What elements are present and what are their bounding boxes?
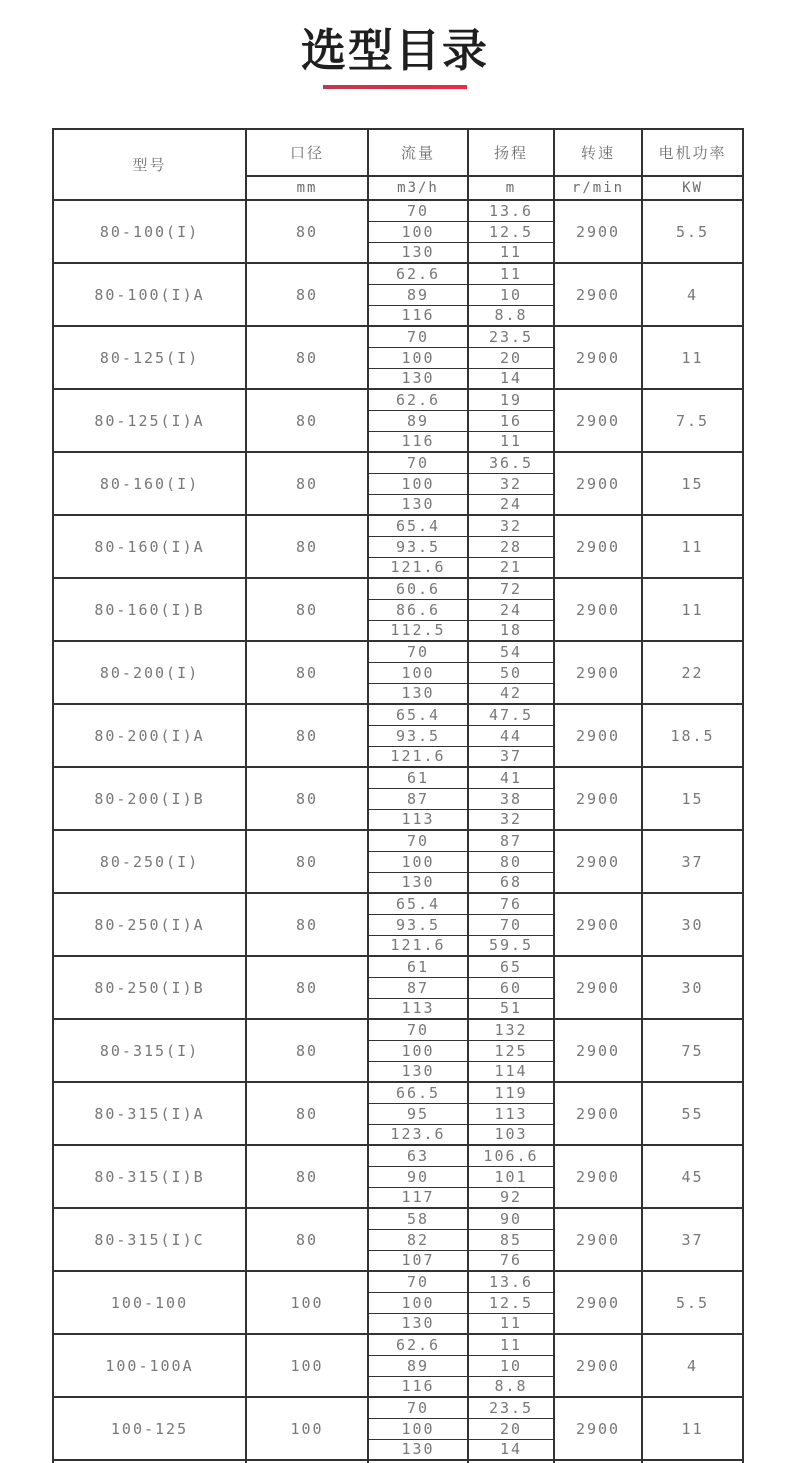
head-cell: 8.8 [468, 1376, 554, 1397]
diameter-cell: 80 [246, 1208, 368, 1271]
col-unit-diameter: mm [246, 176, 368, 200]
head-cell: 76 [468, 893, 554, 914]
head-cell: 87 [468, 830, 554, 851]
head-cell: 41 [468, 767, 554, 788]
power-cell: 7.5 [642, 389, 743, 452]
power-cell: 11 [642, 1397, 743, 1460]
flow-cell: 90 [368, 1166, 468, 1187]
flow-cell: 70 [368, 1019, 468, 1040]
flow-cell: 121.6 [368, 746, 468, 767]
head-cell: 12.5 [468, 221, 554, 242]
speed-cell: 2900 [554, 326, 642, 389]
diameter-cell: 80 [246, 641, 368, 704]
head-cell: 50 [468, 662, 554, 683]
model-cell: 80-250(I) [53, 830, 246, 893]
flow-cell: 107 [368, 1250, 468, 1271]
speed-cell: 2900 [554, 1271, 642, 1334]
diameter-cell: 80 [246, 767, 368, 830]
flow-cell: 116 [368, 431, 468, 452]
col-unit-power: KW [642, 176, 743, 200]
flow-cell: 100 [368, 851, 468, 872]
head-cell: 44 [468, 725, 554, 746]
head-cell: 90 [468, 1208, 554, 1229]
speed-cell: 2900 [554, 200, 642, 263]
head-cell: 113 [468, 1103, 554, 1124]
head-cell: 10 [468, 284, 554, 305]
head-cell: 65 [468, 956, 554, 977]
speed-cell: 2900 [554, 389, 642, 452]
model-cell: 80-200(I) [53, 641, 246, 704]
power-cell: 30 [642, 893, 743, 956]
speed-cell: 2900 [554, 515, 642, 578]
flow-cell: 130 [368, 1061, 468, 1082]
power-cell: 11 [642, 326, 743, 389]
speed-cell: 2900 [554, 452, 642, 515]
diameter-cell: 80 [246, 452, 368, 515]
head-cell: 32 [468, 809, 554, 830]
col-header-speed: 转速 [554, 129, 642, 176]
flow-cell: 65.4 [368, 515, 468, 536]
head-cell: 32 [468, 473, 554, 494]
table-row [53, 641, 743, 662]
diameter-cell: 100 [246, 1397, 368, 1460]
head-cell: 119 [468, 1082, 554, 1103]
speed-cell: 2900 [554, 704, 642, 767]
diameter-cell: 80 [246, 578, 368, 641]
model-cell: 80-100(I) [53, 200, 246, 263]
table-row [53, 1019, 743, 1040]
table-row [53, 578, 743, 599]
head-cell: 80 [468, 851, 554, 872]
power-cell: 75 [642, 1019, 743, 1082]
power-cell: 4 [642, 263, 743, 326]
flow-cell: 70 [368, 326, 468, 347]
head-cell: 54 [468, 641, 554, 662]
table-row [53, 956, 743, 977]
speed-cell: 2900 [554, 578, 642, 641]
flow-cell: 100 [368, 347, 468, 368]
speed-cell: 2900 [554, 641, 642, 704]
power-cell: 15 [642, 767, 743, 830]
flow-cell: 61 [368, 767, 468, 788]
flow-cell: 62.6 [368, 389, 468, 410]
flow-cell: 121.6 [368, 557, 468, 578]
model-cell: 100-100A [53, 1334, 246, 1397]
table-row [53, 263, 743, 284]
head-cell: 72 [468, 578, 554, 599]
head-cell: 28 [468, 536, 554, 557]
flow-cell: 95 [368, 1103, 468, 1124]
power-cell: 5.5 [642, 200, 743, 263]
table-row [53, 1208, 743, 1229]
power-cell: 37 [642, 830, 743, 893]
table-row [53, 515, 743, 536]
head-cell: 23.5 [468, 326, 554, 347]
power-cell: 15 [642, 452, 743, 515]
power-cell: 5.5 [642, 1271, 743, 1334]
head-cell: 76 [468, 1250, 554, 1271]
diameter-cell: 80 [246, 515, 368, 578]
head-cell: 11 [468, 242, 554, 263]
speed-cell: 2900 [554, 1208, 642, 1271]
flow-cell: 130 [368, 242, 468, 263]
flow-cell: 112.5 [368, 620, 468, 641]
head-cell: 13.6 [468, 200, 554, 221]
flow-cell: 70 [368, 452, 468, 473]
head-cell: 13.6 [468, 1271, 554, 1292]
table-row [53, 893, 743, 914]
col-header-model: 型号 [53, 129, 246, 200]
title-underline [323, 85, 467, 89]
model-cell: 80-250(I)A [53, 893, 246, 956]
flow-cell: 130 [368, 1313, 468, 1334]
model-cell: 80-315(I)B [53, 1145, 246, 1208]
head-cell: 38 [468, 788, 554, 809]
page-title: 选型目录 [300, 24, 489, 77]
model-cell: 80-200(I)A [53, 704, 246, 767]
head-cell: 68 [468, 872, 554, 893]
flow-cell: 93.5 [368, 914, 468, 935]
model-cell: 80-125(I) [53, 326, 246, 389]
table-row [53, 1145, 743, 1166]
head-cell: 47.5 [468, 704, 554, 725]
diameter-cell: 80 [246, 704, 368, 767]
power-cell: 45 [642, 1145, 743, 1208]
model-cell: 80-200(I)B [53, 767, 246, 830]
head-cell: 70 [468, 914, 554, 935]
power-cell: 18.5 [642, 704, 743, 767]
diameter-cell: 80 [246, 1145, 368, 1208]
flow-cell: 93.5 [368, 725, 468, 746]
table-row [53, 452, 743, 473]
flow-cell: 70 [368, 641, 468, 662]
speed-cell: 2900 [554, 767, 642, 830]
model-cell: 80-315(I)A [53, 1082, 246, 1145]
table-row [53, 1082, 743, 1103]
flow-cell: 116 [368, 305, 468, 326]
model-cell: 80-100(I)A [53, 263, 246, 326]
head-cell: 18 [468, 620, 554, 641]
flow-cell: 70 [368, 1271, 468, 1292]
flow-cell: 82 [368, 1229, 468, 1250]
head-cell: 21 [468, 557, 554, 578]
table-row [53, 1397, 743, 1418]
power-cell: 22 [642, 641, 743, 704]
flow-cell: 70 [368, 1397, 468, 1418]
flow-cell: 130 [368, 494, 468, 515]
col-header-head: 扬程 [468, 129, 554, 176]
model-cell: 80-160(I)A [53, 515, 246, 578]
diameter-cell: 80 [246, 893, 368, 956]
speed-cell: 2900 [554, 830, 642, 893]
power-cell: 11 [642, 515, 743, 578]
table-row [53, 1334, 743, 1355]
col-unit-flow: m3/h [368, 176, 468, 200]
flow-cell: 100 [368, 221, 468, 242]
model-cell: 80-315(I)C [53, 1208, 246, 1271]
flow-cell: 100 [368, 662, 468, 683]
flow-cell: 100 [368, 1418, 468, 1439]
flow-cell: 62.6 [368, 1334, 468, 1355]
head-cell: 85 [468, 1229, 554, 1250]
power-cell: 55 [642, 1082, 743, 1145]
flow-cell: 100 [368, 1292, 468, 1313]
head-cell: 11 [468, 1334, 554, 1355]
diameter-cell: 100 [246, 1271, 368, 1334]
head-cell: 37 [468, 746, 554, 767]
head-cell: 59.5 [468, 935, 554, 956]
flow-cell: 70 [368, 830, 468, 851]
head-cell: 12.5 [468, 1292, 554, 1313]
flow-cell: 62.6 [368, 263, 468, 284]
speed-cell: 2900 [554, 1397, 642, 1460]
col-header-flow: 流量 [368, 129, 468, 176]
flow-cell: 113 [368, 998, 468, 1019]
head-cell: 114 [468, 1061, 554, 1082]
col-header-diameter: 口径 [246, 129, 368, 176]
flow-cell: 66.5 [368, 1082, 468, 1103]
selection-catalog-table [52, 128, 744, 1463]
col-header-power: 电机功率 [642, 129, 743, 176]
head-cell: 19 [468, 389, 554, 410]
diameter-cell: 80 [246, 263, 368, 326]
head-cell: 20 [468, 1418, 554, 1439]
flow-cell: 130 [368, 368, 468, 389]
head-cell: 24 [468, 494, 554, 515]
flow-cell: 63 [368, 1145, 468, 1166]
head-cell: 132 [468, 1019, 554, 1040]
head-cell: 11 [468, 1313, 554, 1334]
head-cell: 20 [468, 347, 554, 368]
head-cell: 106.6 [468, 1145, 554, 1166]
table-row [53, 767, 743, 788]
flow-cell: 130 [368, 872, 468, 893]
diameter-cell: 80 [246, 200, 368, 263]
flow-cell: 130 [368, 1439, 468, 1460]
flow-cell: 89 [368, 1355, 468, 1376]
diameter-cell: 80 [246, 956, 368, 1019]
flow-cell: 93.5 [368, 536, 468, 557]
flow-cell: 65.4 [368, 893, 468, 914]
head-cell: 23.5 [468, 1397, 554, 1418]
table-row [53, 389, 743, 410]
flow-cell: 70 [368, 200, 468, 221]
table-row [53, 200, 743, 221]
power-cell: 4 [642, 1334, 743, 1397]
flow-cell: 100 [368, 473, 468, 494]
diameter-cell: 80 [246, 326, 368, 389]
flow-cell: 130 [368, 683, 468, 704]
flow-cell: 87 [368, 977, 468, 998]
diameter-cell: 100 [246, 1334, 368, 1397]
flow-cell: 113 [368, 809, 468, 830]
speed-cell: 2900 [554, 893, 642, 956]
flow-cell: 89 [368, 284, 468, 305]
col-unit-head: m [468, 176, 554, 200]
col-unit-speed: r/min [554, 176, 642, 200]
flow-cell: 87 [368, 788, 468, 809]
flow-cell: 123.6 [368, 1124, 468, 1145]
model-cell: 80-125(I)A [53, 389, 246, 452]
model-cell: 100-100 [53, 1271, 246, 1334]
head-cell: 11 [468, 263, 554, 284]
model-cell: 80-160(I)B [53, 578, 246, 641]
table-row [53, 1271, 743, 1292]
head-cell: 11 [468, 431, 554, 452]
model-cell: 80-250(I)B [53, 956, 246, 1019]
table-row [53, 326, 743, 347]
head-cell: 92 [468, 1187, 554, 1208]
head-cell: 14 [468, 1439, 554, 1460]
flow-cell: 100 [368, 1040, 468, 1061]
head-cell: 8.8 [468, 305, 554, 326]
head-cell: 32 [468, 515, 554, 536]
flow-cell: 89 [368, 410, 468, 431]
head-cell: 36.5 [468, 452, 554, 473]
head-cell: 125 [468, 1040, 554, 1061]
flow-cell: 60.6 [368, 578, 468, 599]
speed-cell: 2900 [554, 263, 642, 326]
flow-cell: 86.6 [368, 599, 468, 620]
diameter-cell: 80 [246, 389, 368, 452]
diameter-cell: 80 [246, 1019, 368, 1082]
flow-cell: 65.4 [368, 704, 468, 725]
flow-cell: 121.6 [368, 935, 468, 956]
head-cell: 42 [468, 683, 554, 704]
diameter-cell: 80 [246, 830, 368, 893]
flow-cell: 116 [368, 1376, 468, 1397]
head-cell: 10 [468, 1355, 554, 1376]
model-cell: 100-125 [53, 1397, 246, 1460]
table-body [53, 200, 743, 1463]
head-cell: 103 [468, 1124, 554, 1145]
head-cell: 60 [468, 977, 554, 998]
power-cell: 30 [642, 956, 743, 1019]
head-cell: 14 [468, 368, 554, 389]
flow-cell: 117 [368, 1187, 468, 1208]
flow-cell: 58 [368, 1208, 468, 1229]
speed-cell: 2900 [554, 956, 642, 1019]
head-cell: 16 [468, 410, 554, 431]
head-cell: 101 [468, 1166, 554, 1187]
table-header [53, 129, 743, 200]
flow-cell: 61 [368, 956, 468, 977]
table-row [53, 830, 743, 851]
power-cell: 11 [642, 578, 743, 641]
power-cell: 37 [642, 1208, 743, 1271]
speed-cell: 2900 [554, 1145, 642, 1208]
speed-cell: 2900 [554, 1334, 642, 1397]
diameter-cell: 80 [246, 1082, 368, 1145]
model-cell: 80-315(I) [53, 1019, 246, 1082]
speed-cell: 2900 [554, 1082, 642, 1145]
model-cell: 80-160(I) [53, 452, 246, 515]
speed-cell: 2900 [554, 1019, 642, 1082]
head-cell: 51 [468, 998, 554, 1019]
table-row [53, 704, 743, 725]
head-cell: 24 [468, 599, 554, 620]
